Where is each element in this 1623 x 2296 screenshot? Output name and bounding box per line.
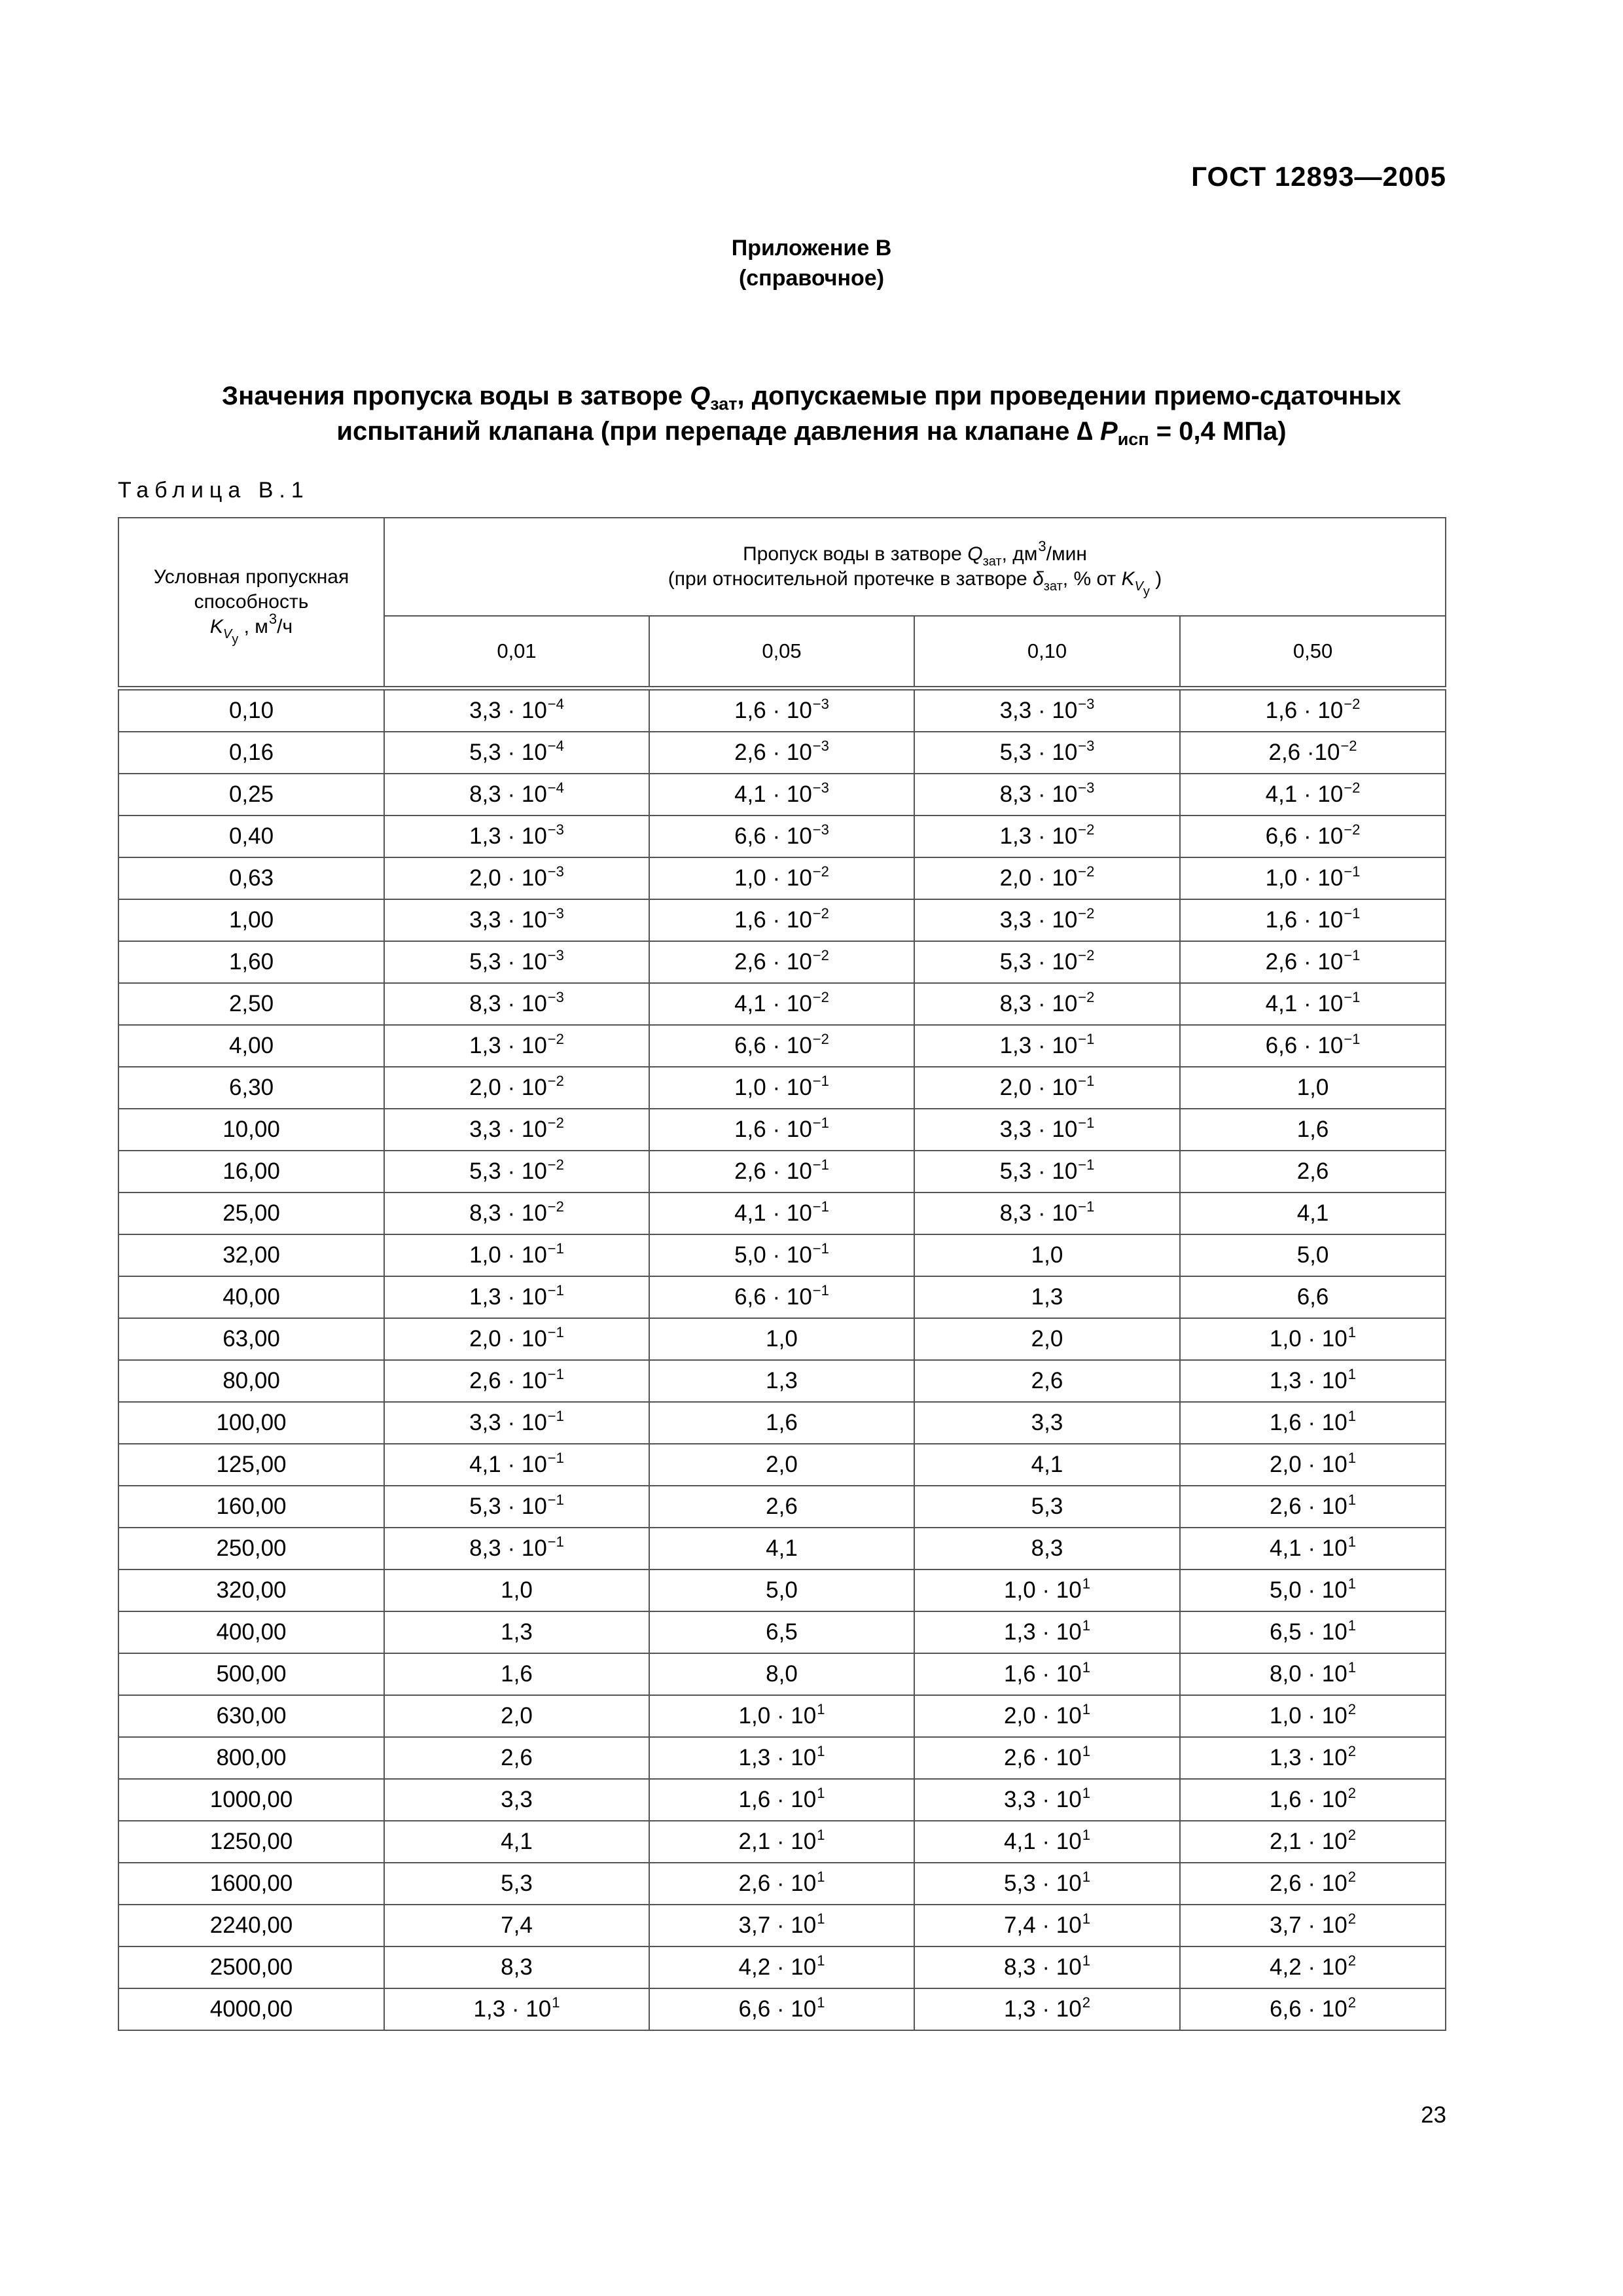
capacity-cell: 10,00 — [118, 1109, 384, 1151]
capacity-cell: 800,00 — [118, 1737, 384, 1779]
leakage-cell: $6,6 \cdot 10^2$ — [1180, 1988, 1446, 2030]
table-row — [118, 1611, 1446, 1653]
leakage-cell: $8,3 \cdot 10^{-3}$ — [914, 774, 1180, 816]
table-row — [118, 1234, 1446, 1276]
leakage-cell: $2,6 \cdot 10^{-2}$ — [1180, 732, 1446, 774]
leakage-cell: 4,1 — [649, 1528, 914, 1570]
table-row — [118, 1025, 1446, 1067]
standard-code: ГОСТ 12893—2005 — [1191, 161, 1446, 192]
leakage-cell: 7,4 — [384, 1905, 649, 1946]
leakage-cell: $2,6 \cdot 10^1$ — [914, 1737, 1180, 1779]
table-row — [118, 1528, 1446, 1570]
leakage-cell: 8,0 — [649, 1653, 914, 1695]
capacity-cell: 320,00 — [118, 1570, 384, 1611]
leakage-cell: $2,6 \cdot 10^1$ — [649, 1863, 914, 1905]
leakage-cell: $2,0 \cdot 10^{-1}$ — [914, 1067, 1180, 1109]
table-row — [118, 1653, 1446, 1695]
leakage-cell: $3,7 \cdot 10^2$ — [1180, 1905, 1446, 1946]
capacity-cell: 40,00 — [118, 1276, 384, 1318]
leakage-cell: $2,0 \cdot 10^{-3}$ — [384, 857, 649, 899]
column-header: 0,05 — [649, 616, 914, 689]
leakage-cell: $1,6 \cdot 10^{-1}$ — [649, 1109, 914, 1151]
leakage-cell: $8,3 \cdot 10^{-1}$ — [384, 1528, 649, 1570]
leakage-cell: $2,0 \cdot 10^{-2}$ — [914, 857, 1180, 899]
leakage-cell: $4,1 \cdot 10^{-1}$ — [649, 1193, 914, 1234]
capacity-cell: 400,00 — [118, 1611, 384, 1653]
leakage-cell: $7,4 \cdot 10^1$ — [914, 1905, 1180, 1946]
page-number: 23 — [1421, 2102, 1446, 2128]
leakage-cell: $8,3 \cdot 10^{-3}$ — [384, 983, 649, 1025]
capacity-cell: 2,50 — [118, 983, 384, 1025]
leakage-cell: 6,5 — [649, 1611, 914, 1653]
capacity-cell: 16,00 — [118, 1151, 384, 1193]
leakage-cell: $4,1 \cdot 10^{-2}$ — [1180, 774, 1446, 816]
leakage-cell: 1,6 — [384, 1653, 649, 1695]
leakage-cell: $6,6 \cdot 10^{-2}$ — [1180, 816, 1446, 857]
leakage-cell: $2,6 \cdot 10^{-1}$ — [649, 1151, 914, 1193]
capacity-cell: 100,00 — [118, 1402, 384, 1444]
leakage-cell: 1,0 — [384, 1570, 649, 1611]
leakage-cell: $1,3 \cdot 10^1$ — [914, 1611, 1180, 1653]
leakage-cell: 5,3 — [384, 1863, 649, 1905]
leakage-cell: $3,3 \cdot 10^{-1}$ — [914, 1109, 1180, 1151]
capacity-cell: 0,40 — [118, 816, 384, 857]
leakage-cell: $3,3 \cdot 10^{-2}$ — [914, 899, 1180, 941]
leakage-cell: $5,3 \cdot 10^{-1}$ — [384, 1486, 649, 1528]
capacity-cell: 80,00 — [118, 1360, 384, 1402]
appendix-heading — [0, 233, 1623, 293]
capacity-cell: 1,60 — [118, 941, 384, 983]
title-line-2: испытаний клапана (при перепаде давления на клапане ∆ $P_{исп} = 0,4$ МПа) — [336, 417, 1287, 449]
leakage-cell: $1,3 \cdot 10^{-1}$ — [384, 1276, 649, 1318]
leakage-cell: $1,6 \cdot 10^1$ — [1180, 1402, 1446, 1444]
leakage-cell: $1,0 \cdot 10^{-1}$ — [649, 1067, 914, 1109]
table-row — [118, 1402, 1446, 1444]
leakage-cell: 6,6 — [1180, 1276, 1446, 1318]
leakage-cell: 1,6 — [1180, 1109, 1446, 1151]
leakage-cell: $1,0 \cdot 10^1$ — [649, 1695, 914, 1737]
table-row — [118, 1570, 1446, 1611]
leakage-cell: $3,7 \cdot 10^1$ — [649, 1905, 914, 1946]
table-row — [118, 732, 1446, 774]
leakage-cell: 3,3 — [914, 1402, 1180, 1444]
leakage-cell: $3,3 \cdot 10^1$ — [914, 1779, 1180, 1821]
leakage-cell: $8,3 \cdot 10^1$ — [914, 1946, 1180, 1988]
table-row — [118, 1821, 1446, 1863]
capacity-cell: 2240,00 — [118, 1905, 384, 1946]
table-row — [118, 1863, 1446, 1905]
leakage-cell: $1,6 \cdot 10^1$ — [914, 1653, 1180, 1695]
table-row — [118, 774, 1446, 816]
leakage-cell: $1,3 \cdot 10^{-3}$ — [384, 816, 649, 857]
table-row — [118, 1737, 1446, 1779]
leakage-cell: $1,0 \cdot 10^1$ — [914, 1570, 1180, 1611]
leakage-cell: $5,3 \cdot 10^1$ — [914, 1863, 1180, 1905]
leakage-cell: $8,3 \cdot 10^{-2}$ — [914, 983, 1180, 1025]
capacity-cell: 4,00 — [118, 1025, 384, 1067]
leakage-cell: $1,6 \cdot 10^{-1}$ — [1180, 899, 1446, 941]
leakage-cell: $1,6 \cdot 10^2$ — [1180, 1779, 1446, 1821]
leakage-cell: $2,6 \cdot 10^2$ — [1180, 1863, 1446, 1905]
column-header: 0,50 — [1180, 616, 1446, 689]
leakage-cell: $2,6 \cdot 10^{-1}$ — [1180, 941, 1446, 983]
leakage-cell: $1,3 \cdot 10^1$ — [649, 1737, 914, 1779]
capacity-cell: 630,00 — [118, 1695, 384, 1737]
document-title — [131, 378, 1492, 449]
leakage-cell: $2,1 \cdot 10^1$ — [649, 1821, 914, 1863]
capacity-cell: 0,10 — [118, 689, 384, 732]
leakage-cell: $5,0 \cdot 10^{-1}$ — [649, 1234, 914, 1276]
capacity-cell: 0,16 — [118, 732, 384, 774]
leakage-cell: $1,3 \cdot 10^{-2}$ — [384, 1025, 649, 1067]
leakage-cell: 4,1 — [384, 1821, 649, 1863]
leakage-cell: $1,0 \cdot 10^1$ — [1180, 1318, 1446, 1360]
leakage-cell: $2,0 \cdot 10^{-2}$ — [384, 1067, 649, 1109]
capacity-cell: 1000,00 — [118, 1779, 384, 1821]
table-row — [118, 1988, 1446, 2030]
table-row — [118, 1151, 1446, 1193]
table-row — [118, 1695, 1446, 1737]
leakage-cell: $2,0 \cdot 10^1$ — [1180, 1444, 1446, 1486]
leakage-cell: $2,6 \cdot 10^{-3}$ — [649, 732, 914, 774]
table-row — [118, 816, 1446, 857]
leakage-cell: 4,1 — [914, 1444, 1180, 1486]
leakage-cell: $8,3 \cdot 10^{-4}$ — [384, 774, 649, 816]
leakage-cell: 8,3 — [914, 1528, 1180, 1570]
capacity-cell: 125,00 — [118, 1444, 384, 1486]
leakage-cell: 2,6 — [1180, 1151, 1446, 1193]
leakage-cell: $8,3 \cdot 10^{-2}$ — [384, 1193, 649, 1234]
leakage-cell: $2,6 \cdot 10^{-1}$ — [384, 1360, 649, 1402]
leakage-cell: 1,6 — [649, 1402, 914, 1444]
table-body — [118, 689, 1446, 2031]
table-row — [118, 1067, 1446, 1109]
table-row — [118, 1486, 1446, 1528]
leakage-cell: $4,2 \cdot 10^1$ — [649, 1946, 914, 1988]
table-row — [118, 1193, 1446, 1234]
leakage-cell: $2,6 \cdot 10^{-2}$ — [649, 941, 914, 983]
leakage-cell: $5,0 \cdot 10^1$ — [1180, 1570, 1446, 1611]
leakage-cell: 1,0 — [1180, 1067, 1446, 1109]
appendix-type: (справочное) — [738, 266, 885, 291]
leakage-cell: $1,3 \cdot 10^1$ — [1180, 1360, 1446, 1402]
leakage-cell: $4,1 \cdot 10^{-1}$ — [384, 1444, 649, 1486]
leakage-cell: $1,6 \cdot 10^1$ — [649, 1779, 914, 1821]
leakage-cell: $1,3 \cdot 10^{-2}$ — [914, 816, 1180, 857]
table-row — [118, 1318, 1446, 1360]
leakage-cell: 2,0 — [384, 1695, 649, 1737]
table-row — [118, 899, 1446, 941]
leakage-cell: 3,3 — [384, 1779, 649, 1821]
column-header: 0,01 — [384, 616, 649, 689]
appendix-label: Приложение В — [731, 236, 892, 260]
leakage-cell: 2,0 — [649, 1444, 914, 1486]
leakage-cell: $4,1 \cdot 10^1$ — [1180, 1528, 1446, 1570]
table-row — [118, 1360, 1446, 1402]
table-row — [118, 1444, 1446, 1486]
capacity-cell: 1250,00 — [118, 1821, 384, 1863]
leakage-cell: $6,5 \cdot 10^1$ — [1180, 1611, 1446, 1653]
leakage-cell: 2,6 — [384, 1737, 649, 1779]
leakage-cell: $2,0 \cdot 10^1$ — [914, 1695, 1180, 1737]
leakage-cell: $6,6 \cdot 10^1$ — [649, 1988, 914, 2030]
title-line-1: Значения пропуска воды в затворе $Q_{зат}$, допускаемые при проведении приемо-сдаточных — [222, 382, 1401, 414]
leakage-cell: $4,1 \cdot 10^{-3}$ — [649, 774, 914, 816]
leakage-cell: $2,6 \cdot 10^1$ — [1180, 1486, 1446, 1528]
capacity-cell: 0,25 — [118, 774, 384, 816]
leakage-cell: 4,1 — [1180, 1193, 1446, 1234]
leakage-cell: $5,3 \cdot 10^{-3}$ — [914, 732, 1180, 774]
leakage-cell: $1,0 \cdot 10^{-1}$ — [384, 1234, 649, 1276]
leakage-table — [118, 517, 1446, 2031]
table-row — [118, 689, 1446, 732]
leakage-cell: 2,0 — [914, 1318, 1180, 1360]
leakage-cell: 1,0 — [914, 1234, 1180, 1276]
capacity-cell: 2500,00 — [118, 1946, 384, 1988]
capacity-cell: 63,00 — [118, 1318, 384, 1360]
leakage-cell: $3,3 \cdot 10^{-2}$ — [384, 1109, 649, 1151]
table-row — [118, 1946, 1446, 1988]
leakage-cell: $5,3 \cdot 10^{-2}$ — [384, 1151, 649, 1193]
capacity-cell: 6,30 — [118, 1067, 384, 1109]
leakage-cell: 1,3 — [649, 1360, 914, 1402]
group-header-leakage: Пропуск воды в затворе $Q_{зат}$, $дм^3$/мин (при относительной протечке в затворе $\delta_{зат}$, % от $K_{V_у}$ ) — [384, 518, 1446, 616]
table-row — [118, 1779, 1446, 1821]
capacity-cell: 500,00 — [118, 1653, 384, 1695]
capacity-cell: 25,00 — [118, 1193, 384, 1234]
table-row — [118, 1276, 1446, 1318]
leakage-cell: $3,3 \cdot 10^{-3}$ — [384, 899, 649, 941]
leakage-cell: $1,0 \cdot 10^{-1}$ — [1180, 857, 1446, 899]
leakage-cell: 5,3 — [914, 1486, 1180, 1528]
leakage-cell: $1,0 \cdot 10^{-2}$ — [649, 857, 914, 899]
leakage-cell: $1,3 \cdot 10^1$ — [384, 1988, 649, 2030]
table-row — [118, 857, 1446, 899]
leakage-cell: $6,6 \cdot 10^{-1}$ — [649, 1276, 914, 1318]
table-row — [118, 941, 1446, 983]
leakage-cell: $4,1 \cdot 10^{-2}$ — [649, 983, 914, 1025]
leakage-cell: $4,1 \cdot 10^1$ — [914, 1821, 1180, 1863]
leakage-cell: $1,6 \cdot 10^{-3}$ — [649, 689, 914, 732]
table-row — [118, 1905, 1446, 1946]
leakage-cell: $3,3 \cdot 10^{-3}$ — [914, 689, 1180, 732]
leakage-cell: $1,3 \cdot 10^2$ — [914, 1988, 1180, 2030]
leakage-cell: $6,6 \cdot 10^{-2}$ — [649, 1025, 914, 1067]
leakage-cell: $1,0 \cdot 10^2$ — [1180, 1695, 1446, 1737]
leakage-cell: 5,0 — [1180, 1234, 1446, 1276]
leakage-cell: $1,3 \cdot 10^2$ — [1180, 1737, 1446, 1779]
table-row — [118, 1109, 1446, 1151]
table-row — [118, 983, 1446, 1025]
leakage-cell: $5,3 \cdot 10^{-3}$ — [384, 941, 649, 983]
capacity-cell: 0,63 — [118, 857, 384, 899]
leakage-cell: $5,3 \cdot 10^{-1}$ — [914, 1151, 1180, 1193]
leakage-cell: 1,3 — [914, 1276, 1180, 1318]
leakage-cell: $4,1 \cdot 10^{-1}$ — [1180, 983, 1446, 1025]
capacity-cell: 1600,00 — [118, 1863, 384, 1905]
leakage-cell: $8,3 \cdot 10^{-1}$ — [914, 1193, 1180, 1234]
capacity-cell: 32,00 — [118, 1234, 384, 1276]
leakage-cell: $3,3 \cdot 10^{-4}$ — [384, 689, 649, 732]
leakage-cell: $1,6 \cdot 10^{-2}$ — [1180, 689, 1446, 732]
leakage-cell: $6,6 \cdot 10^{-1}$ — [1180, 1025, 1446, 1067]
leakage-cell: $1,3 \cdot 10^{-1}$ — [914, 1025, 1180, 1067]
leakage-cell: 2,6 — [914, 1360, 1180, 1402]
leakage-cell: $5,3 \cdot 10^{-4}$ — [384, 732, 649, 774]
leakage-cell: $3,3 \cdot 10^{-1}$ — [384, 1402, 649, 1444]
leakage-cell: 8,3 — [384, 1946, 649, 1988]
leakage-cell: $8,0 \cdot 10^1$ — [1180, 1653, 1446, 1695]
leakage-cell: $2,1 \cdot 10^2$ — [1180, 1821, 1446, 1863]
capacity-cell: 160,00 — [118, 1486, 384, 1528]
leakage-cell: 1,3 — [384, 1611, 649, 1653]
capacity-cell: 1,00 — [118, 899, 384, 941]
leakage-cell: $5,3 \cdot 10^{-2}$ — [914, 941, 1180, 983]
column-header: 0,10 — [914, 616, 1180, 689]
leakage-cell: 1,0 — [649, 1318, 914, 1360]
leakage-cell: 2,6 — [649, 1486, 914, 1528]
leakage-cell: 5,0 — [649, 1570, 914, 1611]
leakage-cell: $1,6 \cdot 10^{-2}$ — [649, 899, 914, 941]
leakage-cell: $4,2 \cdot 10^2$ — [1180, 1946, 1446, 1988]
leakage-cell: $6,6 \cdot 10^{-3}$ — [649, 816, 914, 857]
leakage-cell: $2,0 \cdot 10^{-1}$ — [384, 1318, 649, 1360]
capacity-cell: 4000,00 — [118, 1988, 384, 2030]
row-header-capacity: Условная пропускная способность $K_{V_у}$ , $м^3/ч$ — [118, 518, 384, 689]
table-caption: Таблица В.1 — [118, 478, 310, 503]
capacity-cell: 250,00 — [118, 1528, 384, 1570]
